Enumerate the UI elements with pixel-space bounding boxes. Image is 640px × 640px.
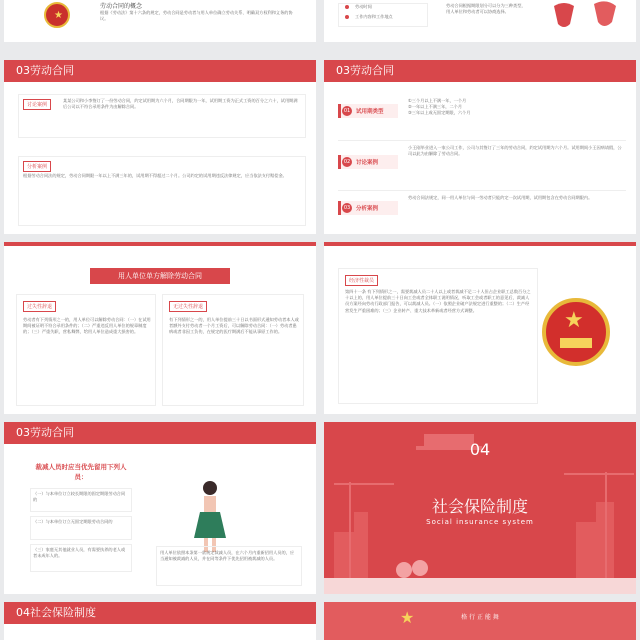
s4-row-3-label: 分析案例 [356,206,379,212]
s7-heading: 裁减人员时应当优先留用下列人员： [35,463,127,481]
slide-1 [4,0,316,42]
s4-row-1-lines: ①三个月以上不满一年，一个月 ②一年以上不满三年，二个月 ③三年以上或无固定期限，六个月 [408,98,471,116]
s8-subtitle: Social insurance system [426,518,534,526]
s3-text-2: 根据劳动合同法的规定，劳动合同期限一年以上不满三年的，试用期不得超过二个月。公司约定的试用期违反法律规定，应当依法支付赔偿金。 [23,173,287,178]
s4-row-3 [338,190,626,226]
slide-9 [4,602,316,640]
lantern-icon [534,0,624,40]
s4-row-1-label: 试用期类型 [356,109,384,115]
s4-row-2-label: 讨论案例 [356,160,379,166]
s2-item-1: 劳动时间 [339,4,427,10]
s3-title: 03劳动合同 [4,60,316,82]
star-icon: ★ [400,608,415,627]
s4-row-1-number: 01 [343,108,351,114]
s1-heading: 劳动合同的概念 [100,3,143,10]
slide-8 [324,422,636,594]
s6-text: 第四十一条 有下列情形之一，需要裁减人员二十人以上或者裁减不足二十人但占企业职工总数百分之十以上的，用人单位提前三十日向工会或者全体职工说明情况，听取工会或者职工的意见后，裁减人员方案经向劳动行政部门报告，可以裁减人员。（一）依照企业破产法规定进行重整的；（二）生产经营发生严重困难的；（三）企业转产、重大技术革新或者经营方式调整。 [345,289,531,313]
s5-right-box [162,294,304,406]
slide-10 [324,602,636,640]
s4-row-3-number: 03 [343,205,351,211]
slide-7 [4,422,316,594]
s5-right-text: 有下列情形之一的，用人单位提前三十日以书面形式通知劳动者本人或者额外支付劳动者一个月工资后，可以解除劳动合同：（一）劳动者患病或者非因工负伤，在规定的医疗期满后不能从事原工作的。 [169,317,299,335]
slide-5 [4,242,316,414]
s5-left-box [16,294,156,406]
s3-text-1: 某某公司和小李签订了一份劳动合同，约定试用期为六个月，合同期限为一年，试用期工资为正式工资的百分之六十，试用期满后公司以不符合录用条件为由解除合同。 [63,98,298,110]
s3-discussion-box [18,94,306,138]
s2-text: 劳动合同根据期限划分可以分为三种类型，用人单位和劳动者可以协商选择。 [446,3,526,15]
s3-tag-analysis: 分析案例 [23,161,51,172]
s5-banner: 用人单位单方解除劳动合同 [90,268,230,284]
s7-right-text: 用人单位依照本条第一款规定裁减人员，在六个月内重新招用人员的，应当通知被裁减的人员，并在同等条件下优先招用被裁减的人员。 [160,550,295,562]
s5-left-text: 劳动者有下列情形之一的，用人单位可以解除劳动合同：（一）在试用期间被证明不符合录用条件的；（二）严重违反用人单位的规章制度的；（三）严重失职，营私舞弊，给用人单位造成重大损害的。 [23,317,151,335]
slide-4 [324,60,636,234]
slide-2 [324,0,636,42]
s7-right-box [156,546,302,586]
national-emblem-icon: ★ [542,298,610,366]
s3-tag-discussion: 讨论案例 [23,99,51,110]
s4-row-3-text: 劳动合同法规定，同一用人单位与同一劳动者只能约定一次试用期，试用期包含在劳动合同期限内。 [408,195,593,200]
s9-title: 04社会保险制度 [4,602,316,624]
s7-item-2: （二）与本单位订立无固定期限劳动合同的 [30,516,132,540]
s2-list [338,3,428,27]
s4-row-2 [338,140,626,186]
s7-item-1: （一）与本单位订立较长期限的固定期限劳动合同的 [30,488,132,512]
s10-text: 格 行 正 能 舞 [461,614,499,621]
s8-title: 社会保险制度 [431,497,528,516]
s4-row-2-number: 02 [343,159,351,165]
woman-illustration-icon [180,476,240,556]
s8-number: 04 [469,440,491,459]
s7-title: 03劳动合同 [4,422,316,444]
s5-right-tag: 无过失性辞退 [169,301,207,312]
s4-row-1 [338,98,626,134]
s1-text: 根据《劳动法》第十六条的规定，劳动合同是劳动者与用人单位确立劳动关系、明确双方权利和义务的协议。 [100,10,293,22]
slide-6 [324,242,636,414]
s6-box [338,268,538,404]
s6-tag: 经济性裁员 [345,275,378,286]
s3-analysis-box [18,156,306,226]
s4-title: 03劳动合同 [324,60,636,82]
s7-item-3: （三）家庭无其他就业人员，有需要扶养的老人或者未成年人的。 [30,544,132,572]
slide-3 [4,60,316,234]
national-emblem-icon: ★ [44,2,70,28]
s5-left-tag: 过失性辞退 [23,301,56,312]
s2-item-2: 工作内容和工作地点 [339,14,427,20]
s4-row-2-text: 小王刚毕业进入一家公司工作，公司与其签订了三年的劳动合同，约定试用期为六个月。试用期间小王因病请假，公司以此为由解除了劳动合同。 [408,145,622,157]
